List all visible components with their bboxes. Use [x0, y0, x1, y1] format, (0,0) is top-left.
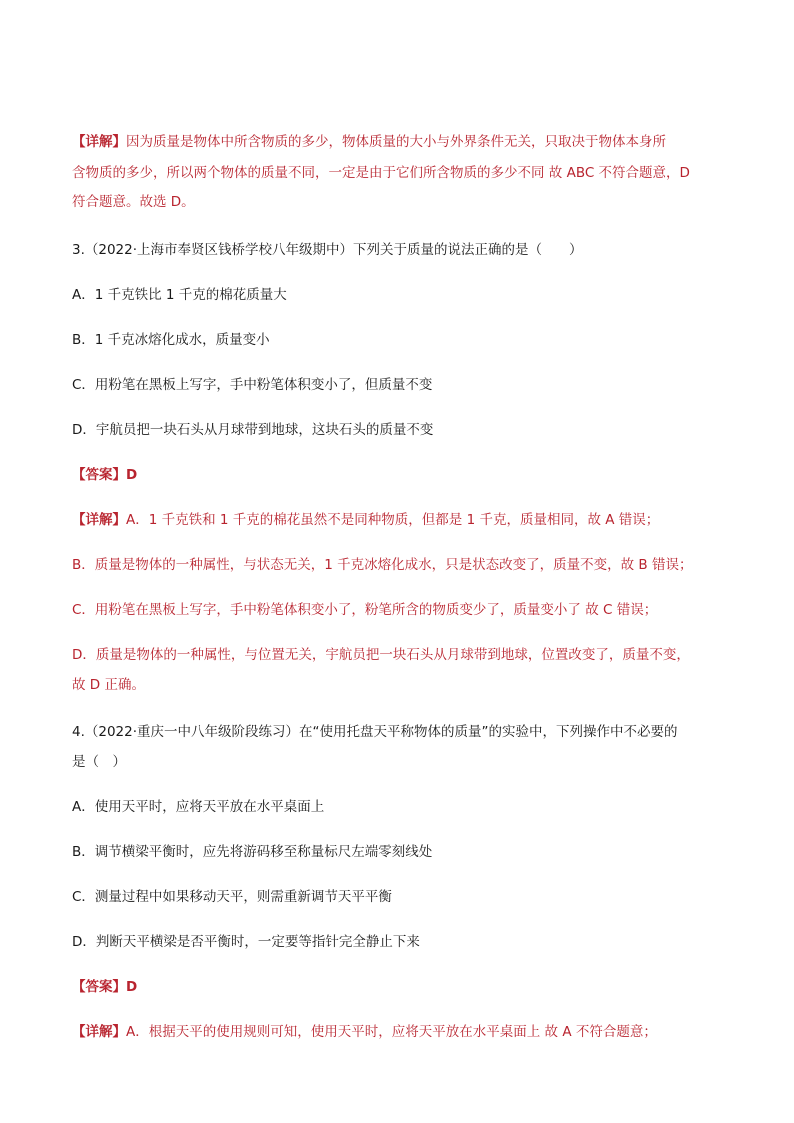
q4-option-d: D．判断天平横梁是否平衡时，一定要等指针完全静止下来 [72, 934, 420, 950]
detail-text: A．根据天平的使用规则可知，使用天平时，应将天平放在水平桌面上 故 A 不符合题意； [126, 1024, 657, 1040]
answer-tag: 【答案】 [72, 467, 126, 483]
q4-option-c: C．测量过程中如果移动天平，则需重新调节天平平衡 [72, 889, 392, 905]
prev-detail-line-2: 含物质的多少，所以两个物体的质量不同，一定是由于它们所含物质的多少不同 故 ABC 不符合题意，D [72, 165, 690, 181]
answer-value: D [126, 467, 138, 483]
prev-detail-line-1 [72, 132, 732, 152]
detail-tag: 【详解】 [72, 1024, 126, 1040]
q3-detail-line-5: 故 D 正确。 [72, 677, 145, 693]
q4-stem-line-1: 4.（2022·重庆一中八年级阶段练习）在“使用托盘天平称物体的质量”的实验中，下列操作中不必要的 [72, 724, 678, 740]
q3-answer [72, 465, 732, 485]
q3-detail-line-1 [72, 510, 732, 530]
q4-option-a: A．使用天平时，应将天平放在水平桌面上 [72, 799, 325, 815]
answer-value: D [126, 979, 138, 995]
q3-detail-line-3: C．用粉笔在黑板上写字，手中粉笔体积变小了，粉笔所含的物质变少了，质量变小了 故 C 错误； [72, 602, 658, 618]
detail-text: A．1 千克铁和 1 千克的棉花虽然不是同种物质，但都是 1 千克，质量相同，故 A 错误； [126, 512, 660, 528]
q3-stem: 3.（2022·上海市奉贤区钱桥学校八年级期中）下列关于质量的说法正确的是（ ） [72, 242, 583, 258]
q4-answer [72, 977, 732, 997]
answer-tag: 【答案】 [72, 979, 126, 995]
detail-tag: 【详解】 [72, 512, 126, 528]
detail-tag: 【详解】 [72, 134, 126, 150]
q3-option-c: C．用粉笔在黑板上写字，手中粉笔体积变小了，但质量不变 [72, 377, 433, 393]
prev-detail-line-3: 符合题意。故选 D。 [72, 194, 195, 210]
q3-option-a: A．1 千克铁比 1 千克的棉花质量大 [72, 287, 287, 303]
q3-option-b: B．1 千克冰熔化成水，质量变小 [72, 332, 270, 348]
q4-stem-line-2: 是（ ） [72, 754, 126, 770]
q3-detail-line-4: D．质量是物体的一种属性，与位置无关，宇航员把一块石头从月球带到地球，位置改变了，质量不变， [72, 647, 690, 663]
q3-detail-line-2: B．质量是物体的一种属性，与状态无关，1 千克冰熔化成水，只是状态改变了，质量不变，故 B 错误； [72, 557, 693, 573]
q4-detail-line-1 [72, 1022, 732, 1042]
detail-text: 因为质量是物体中所含物质的多少，物体质量的大小与外界条件无关，只取决于物体本身所 [126, 134, 666, 150]
q3-option-d: D．宇航员把一块石头从月球带到地球，这块石头的质量不变 [72, 422, 434, 438]
q4-option-b: B．调节横梁平衡时，应先将游码移至称量标尺左端零刻线处 [72, 844, 433, 860]
